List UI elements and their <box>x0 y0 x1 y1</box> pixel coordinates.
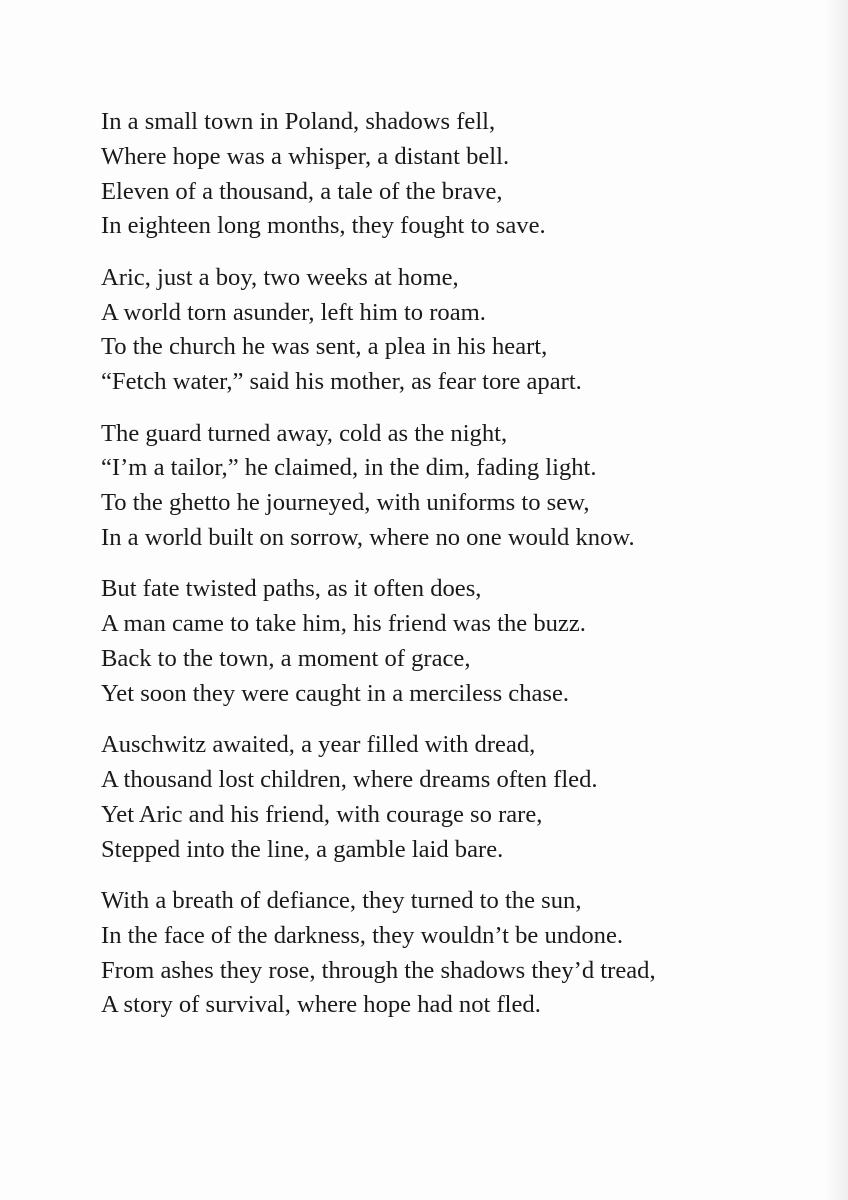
poem-line: Yet Aric and his friend, with courage so rare, <box>101 800 543 828</box>
stanza-6 <box>101 884 821 1023</box>
poem-line: In the face of the darkness, they wouldn’t be undone. <box>101 921 624 949</box>
page-edge-shadow <box>826 0 848 1200</box>
poem-line: Aric, just a boy, two weeks at home, <box>101 263 459 291</box>
poem-line: “I’m a tailor,” he claimed, in the dim, fading light. <box>101 454 597 482</box>
poem-line: To the church he was sent, a plea in his heart, <box>101 333 548 361</box>
poem-body <box>101 105 821 1040</box>
poem-line: With a breath of defiance, they turned to the sun, <box>101 886 582 914</box>
poem-line: Back to the town, a moment of grace, <box>101 644 471 672</box>
poem-line: A world torn asunder, left him to roam. <box>101 298 486 326</box>
poem-line: From ashes they rose, through the shadows they’d tread, <box>101 956 656 984</box>
stanza-3 <box>101 417 821 556</box>
poem-line: “Fetch water,” said his mother, as fear tore apart. <box>101 368 582 396</box>
poem-line: Where hope was a whisper, a distant bell. <box>101 142 510 170</box>
stanza-1 <box>101 105 821 244</box>
poem-line: In eighteen long months, they fought to save. <box>101 212 546 240</box>
poem-line: To the ghetto he journeyed, with uniforms to sew, <box>101 489 590 517</box>
stanza-5 <box>101 728 821 867</box>
poem-line: Auschwitz awaited, a year filled with dread, <box>101 731 536 759</box>
poem-line: Eleven of a thousand, a tale of the brave, <box>101 177 503 205</box>
poem-line: A thousand lost children, where dreams often fled. <box>101 765 598 793</box>
poem-line: Stepped into the line, a gamble laid bare. <box>101 835 504 863</box>
stanza-2 <box>101 261 821 400</box>
poem-line: In a small town in Poland, shadows fell, <box>101 108 496 135</box>
poem-line: In a world built on sorrow, where no one would know. <box>101 523 635 551</box>
poem-line: The guard turned away, cold as the night, <box>101 419 508 447</box>
stanza-4 <box>101 572 821 711</box>
poem-line: A story of survival, where hope had not fled. <box>101 991 541 1019</box>
poem-line: But fate twisted paths, as it often does, <box>101 575 482 603</box>
poem-line: A man came to take him, his friend was the buzz. <box>101 610 586 638</box>
poem-line: Yet soon they were caught in a merciless chase. <box>101 679 570 707</box>
